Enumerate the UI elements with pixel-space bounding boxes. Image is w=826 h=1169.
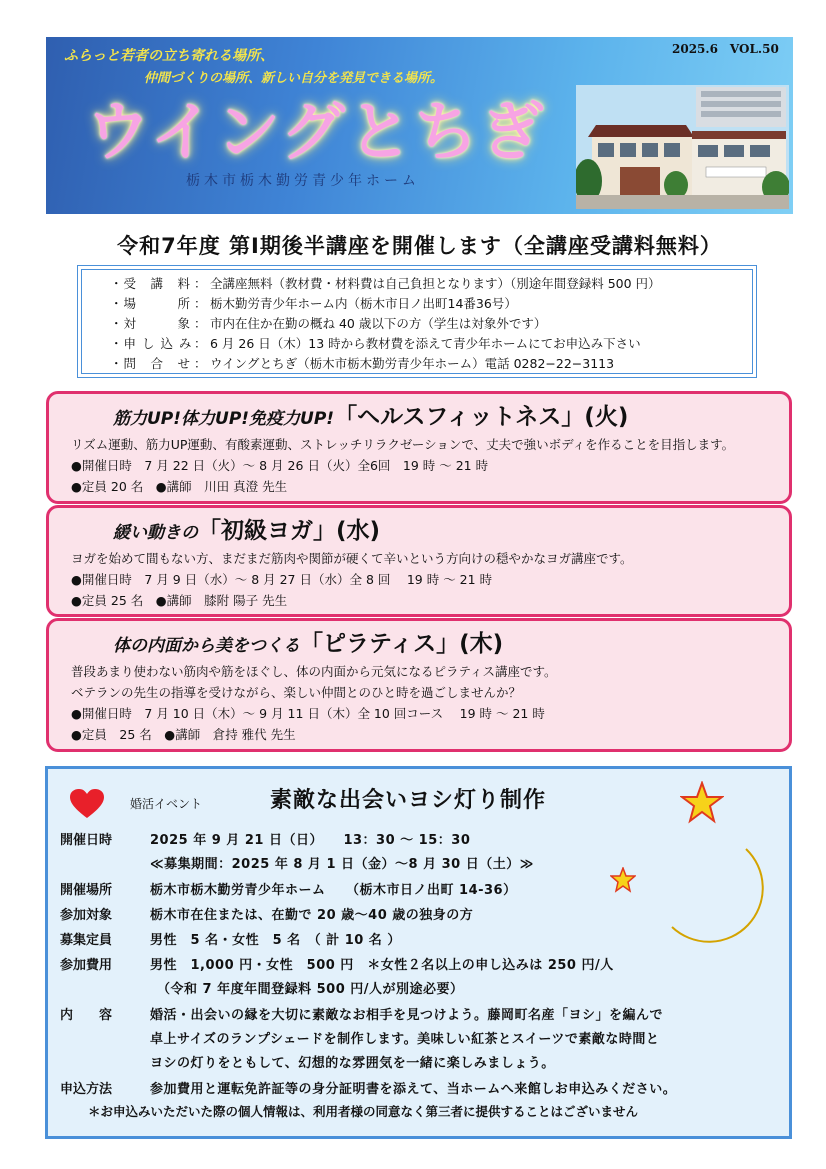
event-value: ≪募集期間：2025 年 8 月 1 日（金）～8 月 30 日（土）≫ (150, 857, 534, 872)
event-value: 参加費用と運転免許証等の身分証明書を添えて、当ホームへ来館しお申込みください。 (150, 1082, 677, 1097)
event-label: 内 容 (60, 1008, 113, 1023)
info-value: ウイングとちぎ（栃木市栃木勤労青少年ホーム）電話 0282−22−3113 (210, 356, 615, 371)
course-title (113, 627, 789, 661)
course-name: 「ヘルスフィットネス」(火) (334, 404, 629, 430)
event-label: 開催日時 (60, 833, 113, 848)
event-row-target (60, 904, 150, 923)
event-value: 婚活・出会いの縁を大切に素敵なお相手を見つけよう。藤岡町名産「ヨシ」を編んで (150, 1008, 664, 1023)
course-tagline: 緩い動きの (113, 523, 198, 543)
privacy-note: ＊お申込みいただいた際の個人情報は、利用者様の同意なく第三者に提供することはございません (88, 1104, 639, 1119)
course-schedule: ●開催日時 7 月 10 日（木）～ 9 月 11 日（木）全 10 回コース 19 時 ～ 21 時 (71, 706, 545, 721)
info-value: 6 月 26 日（木）13 時から教材費を添えて青少年ホームにてお申込み下さい (210, 336, 641, 351)
building-photo (576, 85, 789, 209)
event-box (45, 766, 792, 1139)
course-card-pilates (46, 618, 792, 752)
info-row-fee: ・受 講 料 ： 全講座無料（教材費・材料費は自己負担となります）（別途年間登録料 500 円） (110, 274, 752, 294)
course-tagline: 筋力UP!体力UP!免疫力UP! (113, 409, 335, 429)
star-icon (610, 867, 636, 893)
info-value: 栃木勤労青少年ホーム内（栃木市日ノ出町14番36号） (210, 296, 517, 311)
event-label: 参加対象 (60, 908, 113, 923)
course-name: 「ピラティス」(木) (300, 631, 504, 657)
info-label: ・受 講 料 (110, 276, 192, 291)
event-row-apply (60, 1078, 150, 1097)
course-info-box (77, 265, 757, 378)
tagline-1: ふらっと若者の立ち寄れる場所、 (64, 48, 274, 64)
info-label: ・問 合 せ (110, 356, 192, 371)
event-row-date (60, 829, 150, 848)
event-value: 栃木市在住または、在勤で 20 歳～40 歳の独身の方 (150, 908, 474, 923)
event-value: 2025 年 9 月 21 日（日） 13：30 ～ 15：30 (150, 833, 471, 848)
event-value: 栃木市栃木勤労青少年ホーム （栃木市日ノ出町 14-36） (150, 883, 517, 898)
event-value: 卓上サイズのランプシェードを制作します。美味しい紅茶とスイーツで素敵な時間と (150, 1032, 660, 1047)
course-info-list (81, 269, 753, 374)
event-row-capacity (60, 929, 150, 948)
info-row-target: ・対 象 ： 市内在住か在勤の概ね 40 歳以下の方（学生は対象外です） (110, 314, 752, 334)
event-value: （令和 7 年度年間登録料 500 円/人が別途必要） (150, 982, 464, 997)
event-row-fee (60, 954, 150, 973)
course-description: 普段あまり使わない筋肉や筋をほぐし、体の内面から元気になるピラティス講座です。 (71, 664, 557, 679)
event-label: 開催場所 (60, 883, 113, 898)
star-icon (680, 781, 724, 825)
event-label: 募集定員 (60, 933, 113, 948)
event-value: 男性 1,000 円・女性 500 円 ＊女性２名以上の申し込みは 250 円/人 (150, 958, 614, 973)
event-title: 素敵な出会いヨシ灯り制作 (270, 788, 547, 813)
info-value: 市内在住か在勤の概ね 40 歳以下の方（学生は対象外です） (210, 316, 547, 331)
info-row-place: ・場 所 ： 栃木勤労青少年ホーム内（栃木市日ノ出町14番36号） (110, 294, 752, 314)
course-capacity-instructor: ●定員 25 名 ●講師 膝附 陽子 先生 (71, 593, 288, 608)
course-tagline: 体の内面から美をつくる (113, 636, 300, 656)
course-name: 「初級ヨガ」(水) (198, 518, 381, 544)
event-label: 申込方法 (60, 1082, 113, 1097)
course-capacity-instructor: ●定員 25 名 ●講師 倉持 雅代 先生 (71, 727, 296, 742)
course-title (113, 514, 789, 548)
event-row-venue (60, 879, 150, 898)
event-row-content (60, 1004, 150, 1023)
course-title (113, 400, 789, 434)
info-row-apply: ・申 し 込 み ： 6 月 26 日（木）13 時から教材費を添えて青少年ホームにてお申込み下さい (110, 334, 752, 354)
info-label: ・対 象 (110, 316, 192, 331)
course-schedule: ●開催日時 7 月 9 日（水）～ 8 月 27 日（水）全 8 回 19 時 ～ 21 時 (71, 572, 493, 587)
event-value: 男性 5 名・女性 5 名 （ 計 10 名 ） (150, 933, 401, 948)
course-description: ベテランの先生の指導を受けながら、楽しい仲間とのひと時を過ごしませんか？ (71, 685, 522, 700)
event-label: 参加費用 (60, 958, 113, 973)
info-row-contact: ・問 合 せ ： ウイングとちぎ（栃木市栃木勤労青少年ホーム）電話 0282−22−3113 (110, 354, 752, 374)
tagline-2: 仲間づくりの場所、新しい自分を発見できる場所。 (144, 71, 444, 86)
course-schedule: ●開催日時 7 月 22 日（火）～ 8 月 26 日（火）全6回 19 時 ～ 21 時 (71, 458, 489, 473)
info-label: ・申 し 込 み (110, 336, 193, 351)
course-card-fitness (46, 391, 792, 504)
newsletter-title: ウイングとちぎ (86, 96, 547, 170)
info-value: 全講座無料（教材費・材料費は自己負担となります）（別途年間登録料 500 円） (210, 276, 661, 291)
event-value: ヨシの灯りをともして、幻想的な雰囲気を一緒に楽しみましょう。 (150, 1056, 555, 1071)
info-label: ・場 所 (110, 296, 192, 311)
issue-number: 2025.6 VOL.50 (672, 42, 779, 56)
course-card-yoga (46, 505, 792, 617)
page-title: 令和7年度 第Ⅰ期後半講座を開催します（全講座受講料無料） (117, 234, 722, 258)
crescent-moon-icon (668, 845, 768, 945)
event-category: 婚活イベント (130, 797, 203, 811)
course-capacity-instructor: ●定員 20 名 ●講師 川田 真澄 先生 (71, 479, 288, 494)
heart-icon (70, 789, 104, 819)
course-description: リズム運動、筋力UP運動、有酸素運動、ストレッチリラクゼーションで、丈夫で強いボディを作ることを目指します。 (71, 437, 735, 452)
organization-name: 栃木市栃木勤労青少年ホーム (186, 173, 420, 189)
course-description: ヨガを始めて間もない方、まだまだ筋肉や関節が硬くて辛いという方向けの穏やかなヨガ講座です。 (71, 551, 633, 566)
header-banner (46, 37, 793, 214)
